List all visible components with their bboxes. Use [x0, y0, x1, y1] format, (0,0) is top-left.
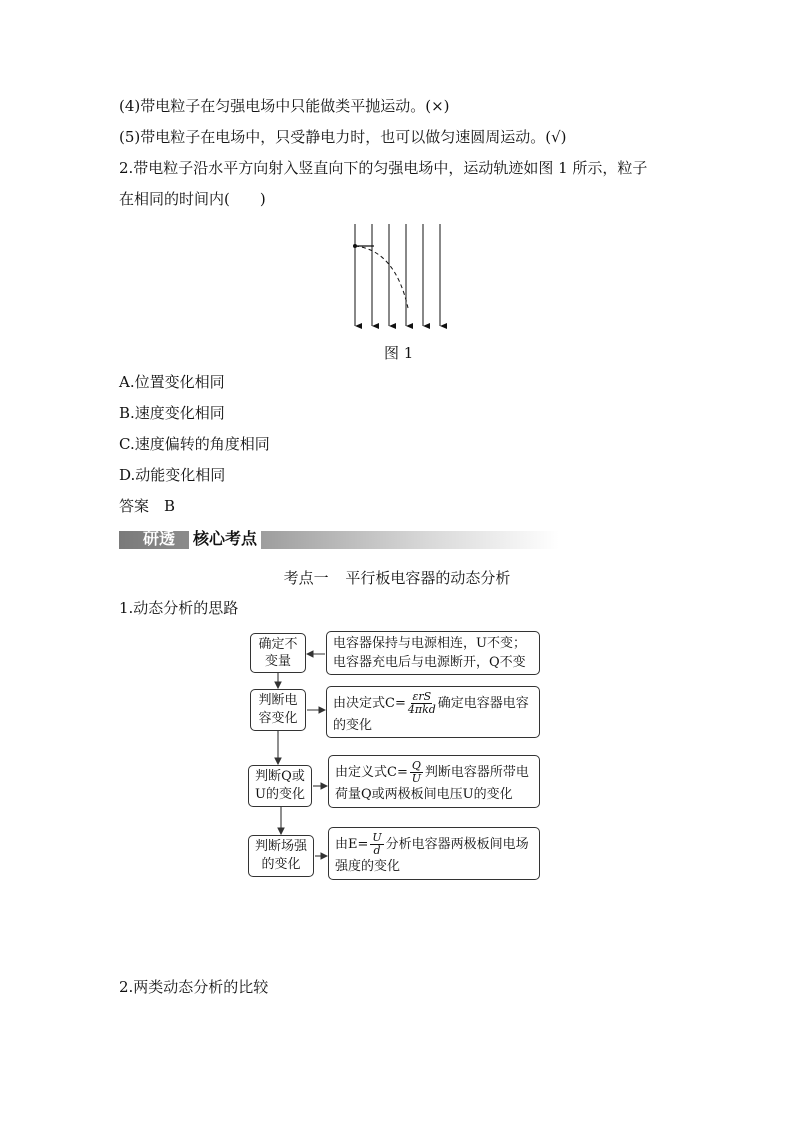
rule-constant-line-1: 电容器保持与电源相连，U不变；	[333, 636, 526, 651]
rule-field-suffix: 分析电容器两极板间电场	[385, 837, 529, 852]
question-2-line-2: 在相同的时间内( )	[119, 190, 266, 208]
formula-numerator: Q	[411, 759, 421, 772]
formula-numerator: εrS	[412, 690, 432, 703]
rule-field	[328, 827, 540, 880]
rule-capacitance-prefix: 由决定式C=	[333, 696, 406, 711]
rule-charge-voltage-suffix: 判断电容器所带电	[424, 765, 529, 780]
formula-denominator: 4πkd	[407, 703, 436, 716]
option-a: A.位置变化相同	[119, 373, 225, 391]
option-c: C.速度偏转的角度相同	[119, 435, 270, 453]
subheading-1: 1.动态分析的思路	[119, 599, 239, 617]
formula-numerator: U	[372, 831, 382, 844]
rule-field-prefix: 由E=	[335, 837, 369, 852]
definition-formula-fraction	[410, 760, 423, 785]
rule-charge-voltage	[328, 755, 540, 808]
section-number: 考点一	[283, 569, 329, 587]
step-capacitance: 判断电容变化	[250, 689, 306, 731]
rule-field-line-2: 强度的变化	[335, 859, 401, 874]
step-field: 判断场强的变化	[248, 835, 314, 877]
rule-constant	[326, 631, 540, 675]
section-heading: 平行板电容器的动态分析	[345, 569, 511, 587]
rule-constant-line-2: 电容器充电后与电源断开，Q不变	[333, 655, 526, 670]
figure-caption: 图 1	[384, 344, 414, 362]
formula-denominator: d	[373, 844, 381, 857]
rule-capacitance-line-1	[333, 691, 533, 716]
subheading-2: 2.两类动态分析的比较	[119, 978, 269, 996]
option-d: D.动能变化相同	[119, 466, 226, 484]
rule-charge-voltage-prefix: 由定义式C=	[335, 765, 408, 780]
statement-4: (4)带电粒子在匀强电场中只能做类平抛运动。(×)	[119, 97, 450, 115]
banner-right-label: 核心考点	[189, 527, 261, 551]
rule-charge-voltage-line-2: 荷量Q或两极板间电压U的变化	[335, 787, 513, 802]
rule-capacitance	[326, 686, 540, 738]
rule-field-line-1	[335, 832, 533, 857]
rule-capacitance-line-2: 的变化	[333, 718, 373, 733]
capacitance-formula-fraction	[408, 691, 436, 716]
answer: 答案 B	[119, 497, 176, 515]
field-formula-fraction	[370, 832, 383, 857]
statement-5: (5)带电粒子在电场中，只受静电力时，也可以做匀速圆周运动。(√)	[119, 128, 567, 146]
option-b: B.速度变化相同	[119, 404, 225, 422]
banner-left-label: 研透	[143, 529, 176, 548]
step-constant: 确定不变量	[250, 633, 306, 673]
rule-capacitance-suffix: 确定电容器电容	[437, 696, 529, 711]
rule-charge-voltage-line-1	[335, 760, 533, 785]
question-2-line-1: 2.带电粒子沿水平方向射入竖直向下的匀强电场中，运动轨迹如图 1 所示，粒子	[119, 159, 648, 177]
step-charge-voltage: 判断Q或U的变化	[248, 765, 312, 807]
formula-denominator: U	[411, 772, 421, 785]
